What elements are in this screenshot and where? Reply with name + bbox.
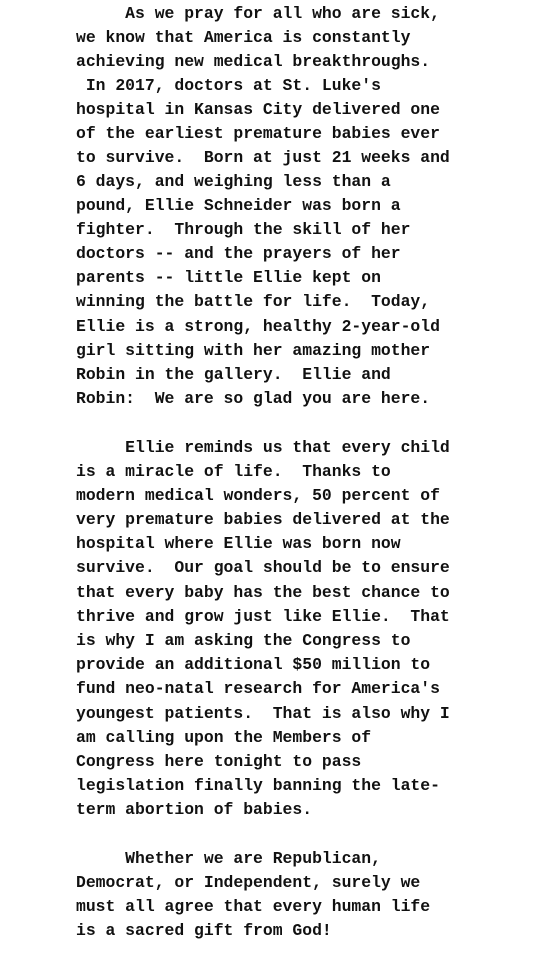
paragraph-1-line-5: hospital in Kansas City delivered one: [76, 100, 440, 119]
paragraph-2-line-2: is a miracle of life. Thanks to: [76, 462, 391, 481]
paragraph-1-line-4: In 2017, doctors at St. Luke's: [76, 76, 381, 95]
paragraph-3-line-3: must all agree that every human life: [76, 897, 431, 916]
paragraph-1-line-6: of the earliest premature babies ever: [76, 124, 440, 143]
paragraph-2-line-16: term abortion of babies.: [76, 800, 313, 819]
paragraph-1-line-17: Robin: We are so glad you are here.: [76, 389, 431, 408]
paragraph-2-line-7: that every baby has the best chance to: [76, 583, 450, 602]
paragraph-1-line-8: 6 days, and weighing less than a: [76, 172, 391, 191]
paragraph-3-line-2: Democrat, or Independent, surely we: [76, 873, 421, 892]
paragraph-1-line-3: achieving new medical breakthroughs.: [76, 52, 431, 71]
paragraph-2-line-15: legislation finally banning the late-: [76, 776, 440, 795]
paragraph-1-line-13: winning the battle for life. Today,: [76, 292, 431, 311]
paragraph-2-line-11: fund neo-natal research for America's: [76, 679, 440, 698]
paragraph-2-line-5: hospital where Ellie was born now: [76, 534, 401, 553]
paragraph-2-line-14: Congress here tonight to pass: [76, 752, 362, 771]
paragraph-1-line-7: to survive. Born at just 21 weeks and: [76, 148, 450, 167]
paragraph-2-line-6: survive. Our goal should be to ensure: [76, 558, 450, 577]
paragraph-1-line-1: As we pray for all who are sick,: [76, 4, 440, 23]
paragraph-2-line-8: thrive and grow just like Ellie. That: [76, 607, 450, 626]
paragraph-1-line-2: we know that America is constantly: [76, 28, 411, 47]
paragraph-1-line-11: doctors -- and the prayers of her: [76, 244, 401, 263]
paragraph-2-line-9: is why I am asking the Congress to: [76, 631, 411, 650]
paragraph-3-line-4: is a sacred gift from God!: [76, 921, 332, 940]
paragraph-1-line-9: pound, Ellie Schneider was born a: [76, 196, 401, 215]
paragraph-1-line-10: fighter. Through the skill of her: [76, 220, 411, 239]
paragraph-2-line-3: modern medical wonders, 50 percent of: [76, 486, 440, 505]
paragraph-1-line-15: girl sitting with her amazing mother: [76, 341, 431, 360]
paragraph-1-line-14: Ellie is a strong, healthy 2-year-old: [76, 317, 440, 336]
paragraph-2-line-12: youngest patients. That is also why I: [76, 704, 450, 723]
paragraph-2-line-4: very premature babies delivered at the: [76, 510, 450, 529]
paragraph-1-line-12: parents -- little Ellie kept on: [76, 268, 381, 287]
paragraph-2-line-13: am calling upon the Members of: [76, 728, 372, 747]
paragraph-2-line-10: provide an additional $50 million to: [76, 655, 431, 674]
paragraph-2-line-1: Ellie reminds us that every child: [76, 438, 450, 457]
paragraph-1-line-16: Robin in the gallery. Ellie and: [76, 365, 391, 384]
paragraph-3-line-1: Whether we are Republican,: [76, 849, 381, 868]
